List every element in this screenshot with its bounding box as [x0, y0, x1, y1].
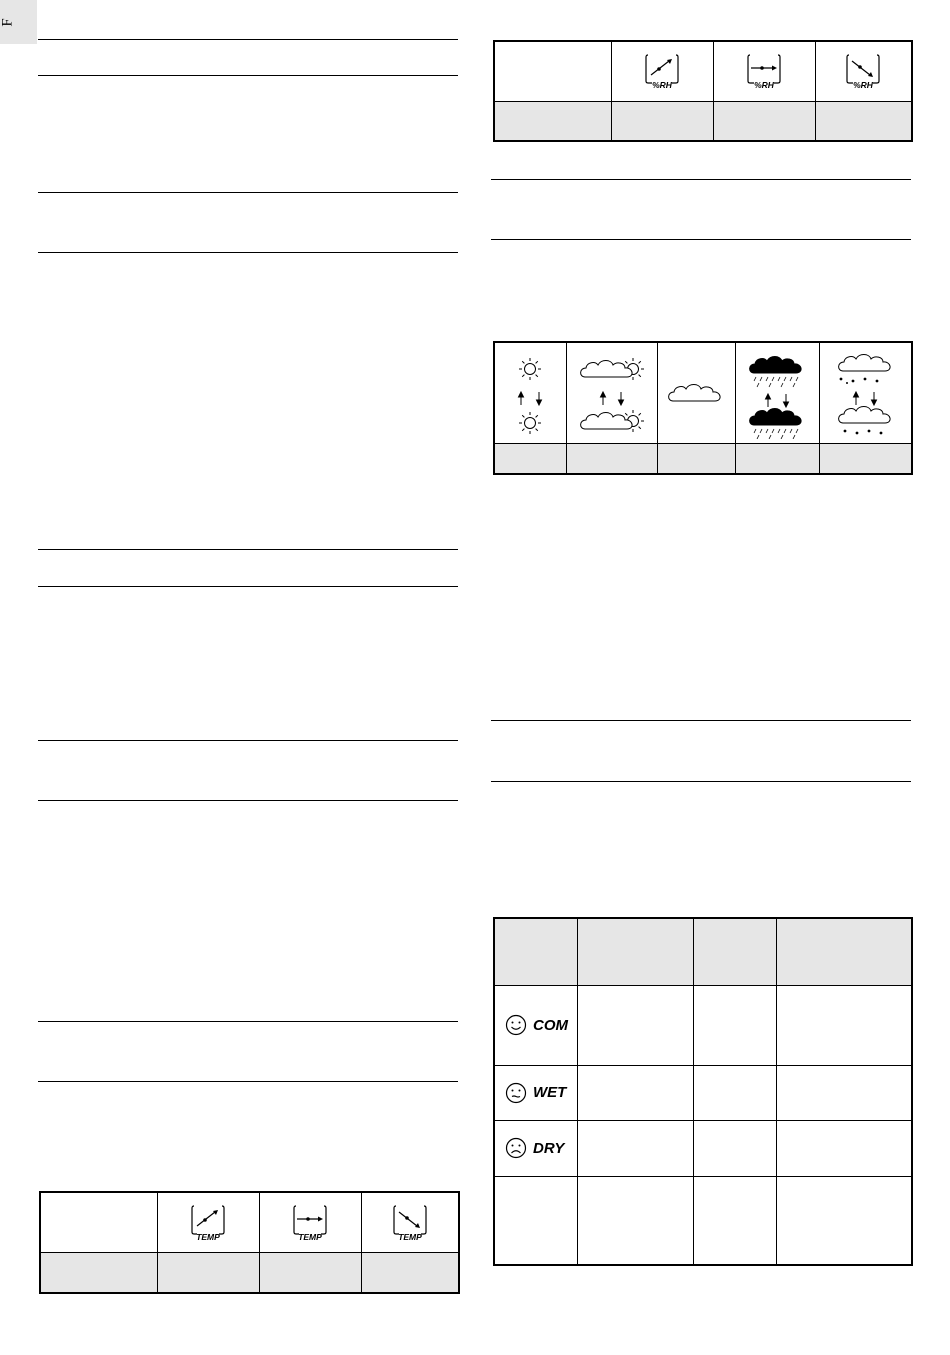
falling-temp-trend-icon — [390, 1202, 430, 1242]
falling-humidity-trend-icon — [843, 51, 883, 91]
rising-temp-trend-icon — [188, 1202, 228, 1242]
table-cell — [815, 101, 912, 141]
section-rule — [491, 239, 911, 240]
section-rule — [491, 781, 911, 782]
table-cell — [577, 1065, 693, 1120]
section-rule — [38, 75, 458, 76]
table-header-cell — [494, 41, 611, 101]
table-header-cell — [693, 918, 776, 985]
table-cell — [776, 1176, 912, 1265]
section-rule — [38, 192, 458, 193]
table-cell — [577, 1120, 693, 1176]
table-header-cell — [735, 342, 819, 443]
svg-text:TEMP: TEMP — [397, 1232, 422, 1243]
comfort-row-dry — [494, 1120, 577, 1176]
comfort-label: COM — [533, 1016, 568, 1034]
table-cell — [713, 101, 815, 141]
section-rule — [491, 179, 911, 180]
steady-temp-trend-icon — [290, 1202, 330, 1242]
table-header-cell — [494, 918, 577, 985]
neutral-face-icon — [505, 1082, 527, 1104]
partly-cloudy-icon — [569, 347, 655, 439]
comfort-row-wet — [494, 1065, 577, 1120]
table-cell — [735, 443, 819, 474]
table-cell — [566, 443, 657, 474]
svg-text:TEMP: TEMP — [196, 1232, 220, 1243]
table-cell — [361, 1252, 459, 1293]
humidity-trend-table — [493, 40, 913, 142]
snowy-icon — [827, 347, 903, 439]
table-cell — [577, 985, 693, 1065]
comfort-table — [493, 917, 913, 1266]
sunny-icon — [500, 347, 560, 439]
section-rule — [38, 1021, 458, 1022]
table-cell — [776, 985, 912, 1065]
comfort-label: DRY — [533, 1139, 565, 1157]
table-header-cell — [259, 1192, 361, 1252]
comfort-label: WET — [533, 1084, 567, 1101]
forecast-table — [493, 341, 913, 475]
table-cell — [776, 1065, 912, 1120]
table-cell — [693, 1176, 776, 1265]
table-header-cell — [157, 1192, 259, 1252]
table-cell — [494, 1176, 577, 1265]
table-header-cell — [494, 342, 566, 443]
language-tab: F — [0, 0, 37, 44]
table-header-cell — [566, 342, 657, 443]
table-cell — [494, 443, 566, 474]
section-rule — [491, 720, 911, 721]
table-header-cell — [577, 918, 693, 985]
table-cell — [693, 1120, 776, 1176]
table-cell — [611, 101, 713, 141]
section-rule — [38, 39, 458, 40]
table-cell — [259, 1252, 361, 1293]
sad-face-icon — [505, 1137, 527, 1159]
rising-humidity-trend-icon — [642, 51, 682, 91]
table-cell — [693, 1065, 776, 1120]
comfort-row-com — [494, 985, 577, 1065]
svg-text:%RH: %RH — [853, 80, 874, 91]
table-header-cell — [40, 1192, 157, 1252]
table-cell — [776, 1120, 912, 1176]
section-rule — [38, 800, 458, 801]
table-header-cell — [611, 41, 713, 101]
section-rule — [38, 549, 458, 550]
table-header-cell — [657, 342, 735, 443]
section-rule — [38, 740, 458, 741]
section-rule — [38, 1081, 458, 1082]
table-header-cell — [819, 342, 912, 443]
table-cell — [693, 985, 776, 1065]
smiley-face-icon — [505, 1014, 527, 1036]
svg-text:%RH: %RH — [652, 80, 672, 91]
rainy-icon — [742, 347, 812, 439]
table-cell — [494, 101, 611, 141]
cloudy-icon — [661, 373, 731, 413]
table-header-cell — [815, 41, 912, 101]
table-cell — [657, 443, 735, 474]
table-cell — [40, 1252, 157, 1293]
table-cell — [157, 1252, 259, 1293]
steady-humidity-trend-icon — [744, 51, 784, 91]
table-header-cell — [776, 918, 912, 985]
temperature-trend-table — [39, 1191, 460, 1294]
table-header-cell — [713, 41, 815, 101]
table-cell — [819, 443, 912, 474]
svg-text:%RH: %RH — [754, 80, 774, 91]
table-cell — [577, 1176, 693, 1265]
section-rule — [38, 586, 458, 587]
svg-text:TEMP: TEMP — [298, 1232, 322, 1243]
section-rule — [38, 252, 458, 253]
table-header-cell — [361, 1192, 459, 1252]
